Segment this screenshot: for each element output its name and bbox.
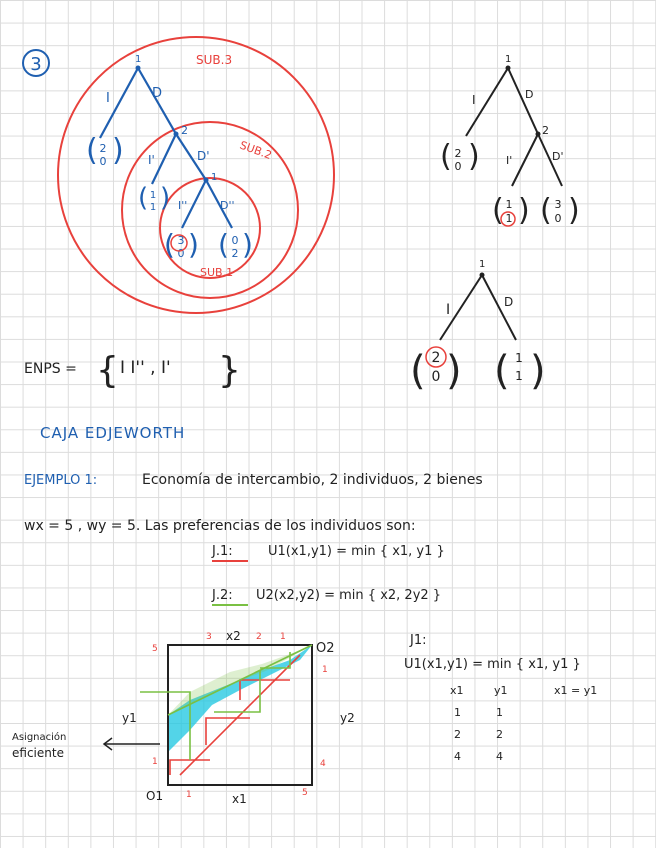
svg-text:J.1:: J.1: (212, 544, 233, 559)
payoff-c (540, 193, 580, 228)
svg-text:y1: y1 (494, 684, 508, 697)
svg-text:1: 1 (454, 706, 461, 719)
svg-text:1: 1 (135, 54, 142, 65)
svg-text:0: 0 (231, 234, 239, 247)
payoff-a (410, 347, 462, 394)
svg-text:x1: x1 (450, 684, 464, 697)
payoff-b (494, 348, 546, 394)
svg-text:1: 1 (515, 351, 523, 365)
svg-text:y2: y2 (340, 711, 355, 725)
svg-text:5: 5 (302, 788, 308, 798)
svg-text:(: ( (218, 228, 229, 261)
svg-text:1: 1 (149, 202, 157, 213)
svg-text:1: 1 (322, 665, 328, 675)
svg-text:3: 3 (206, 632, 212, 642)
section-title: CAJA EDJEWORTH (40, 424, 186, 442)
svg-text:2: 2 (454, 147, 462, 160)
game-tree-main (58, 37, 334, 313)
svg-text:(: ( (410, 348, 426, 394)
enps-equation (24, 350, 241, 391)
problem-number (23, 50, 49, 76)
svg-text:D: D (525, 88, 534, 101)
svg-text:J1:: J1: (410, 633, 427, 648)
svg-text:5: 5 (152, 644, 158, 654)
svg-text:D: D (152, 86, 163, 101)
svg-text:): ) (242, 228, 253, 261)
svg-text:I: I (446, 302, 451, 318)
svg-text:x1: x1 (232, 792, 247, 806)
svg-text:D': D' (197, 149, 210, 163)
svg-text:1: 1 (280, 632, 286, 642)
sub3-label: SUB.3 (196, 53, 233, 67)
svg-text:x2: x2 (226, 629, 241, 643)
svg-text:4: 4 (320, 759, 326, 769)
svg-text:3: 3 (30, 54, 42, 75)
svg-text:I I'' , I': I I'' , I' (120, 358, 171, 378)
svg-text:): ) (446, 348, 462, 394)
svg-text:EJEMPLO 1:: EJEMPLO 1: (24, 473, 98, 488)
svg-text:D': D' (552, 150, 564, 163)
svg-text:0: 0 (454, 160, 462, 173)
svg-text:D'': D'' (220, 199, 235, 212)
svg-text:I': I' (506, 154, 513, 167)
payoff-b (492, 193, 530, 228)
svg-text:): ) (188, 228, 199, 261)
svg-text:2: 2 (496, 728, 503, 741)
svg-text:(: ( (492, 193, 504, 228)
sub2-label: SUB.2 (237, 138, 274, 163)
payoff-a (86, 133, 124, 168)
svg-text:2: 2 (231, 247, 239, 260)
svg-text:2: 2 (454, 728, 461, 741)
svg-text:O2: O2 (316, 641, 335, 656)
svg-text:0: 0 (177, 247, 185, 260)
svg-text:O1: O1 (146, 789, 164, 803)
svg-text:0: 0 (554, 212, 562, 225)
svg-text:I: I (106, 91, 110, 106)
payoff-b (138, 183, 170, 213)
svg-text:2: 2 (181, 124, 188, 137)
game-tree-reduced (440, 54, 580, 228)
svg-text:y1: y1 (122, 711, 137, 725)
svg-text:I': I' (148, 153, 155, 167)
svg-text:): ) (530, 348, 546, 394)
subgame-3-circle (58, 37, 334, 313)
svg-text:2: 2 (99, 142, 107, 155)
svg-text:4: 4 (454, 750, 461, 763)
svg-text:1: 1 (211, 172, 218, 183)
svg-text:(: ( (138, 183, 149, 213)
svg-text:1: 1 (149, 190, 157, 201)
svg-text:I: I (472, 93, 476, 107)
svg-text:U1(x1,y1) = min { x1, y1 }: U1(x1,y1) = min { x1, y1 } (268, 544, 445, 559)
svg-text:3: 3 (177, 234, 185, 247)
payoff-a (440, 139, 480, 174)
svg-text:1: 1 (479, 259, 486, 270)
svg-text:(: ( (540, 193, 552, 228)
svg-text:1: 1 (152, 757, 158, 767)
exercise-text (24, 472, 483, 605)
svg-text:2: 2 (431, 350, 441, 366)
svg-text:x1 = y1: x1 = y1 (554, 684, 598, 697)
svg-text:}: } (218, 350, 241, 391)
svg-text:2: 2 (542, 124, 549, 137)
svg-text:): ) (518, 193, 530, 228)
game-tree-final (410, 259, 546, 394)
svg-text:ENPS =: ENPS = (24, 361, 77, 377)
svg-text:wx = 5 , wy = 5. Las preferenc: wx = 5 , wy = 5. Las preferencias de los individuos son: (24, 518, 416, 534)
svg-text:(: ( (494, 348, 510, 394)
svg-text:1: 1 (505, 198, 513, 211)
svg-text:2: 2 (256, 632, 262, 642)
svg-text:3: 3 (554, 198, 562, 211)
svg-text:): ) (568, 193, 580, 228)
svg-text:1: 1 (505, 54, 512, 65)
svg-text:U1(x1,y1) = min { x1, y1 }: U1(x1,y1) = min { x1, y1 } (404, 657, 581, 672)
j1-table (404, 633, 597, 763)
svg-text:I'': I'' (178, 199, 188, 212)
svg-text:1: 1 (496, 706, 503, 719)
svg-text:1: 1 (505, 212, 513, 225)
svg-text:(: ( (440, 139, 452, 174)
svg-text:(: ( (86, 133, 98, 168)
svg-text:{: { (96, 350, 119, 391)
svg-text:0: 0 (99, 155, 107, 168)
svg-text:eficiente: eficiente (12, 746, 64, 760)
svg-text:U2(x2,y2) = min { x2, 2y2 }: U2(x2,y2) = min { x2, 2y2 } (256, 588, 442, 603)
svg-text:D: D (504, 295, 514, 309)
edgeworth-box (12, 629, 355, 806)
payoff-d (218, 228, 253, 261)
svg-text:1: 1 (186, 790, 192, 800)
sub1-label: SUB.1 (200, 266, 234, 279)
svg-text:4: 4 (496, 750, 503, 763)
svg-text:): ) (112, 133, 124, 168)
svg-text:(: ( (164, 228, 175, 261)
svg-text:): ) (160, 183, 171, 213)
svg-text:0: 0 (431, 369, 441, 385)
svg-text:Asignación: Asignación (12, 732, 67, 743)
svg-text:): ) (468, 139, 480, 174)
svg-text:J.2:: J.2: (212, 588, 233, 603)
svg-text:Economía de intercambio, 2 ind: Economía de intercambio, 2 individuos, 2 bienes (142, 472, 483, 488)
svg-text:1: 1 (515, 369, 523, 383)
payoff-c (164, 228, 199, 261)
